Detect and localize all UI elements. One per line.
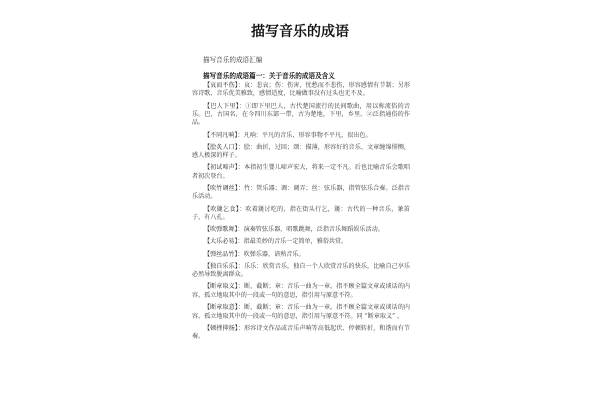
idiom-entry [192, 132, 410, 140]
idiom-term: 【吹篪乞食】 [204, 205, 240, 213]
idiom-definition: ：本指初生婴儿啼声宏大，将来一定不凡。后也比喻音乐会歌唱者初次登台。 [192, 164, 411, 180]
idiom-entry [192, 238, 410, 246]
idiom-term: 【吹弹歌舞】 [204, 226, 238, 234]
idiom-entry [192, 103, 410, 128]
document-title: 描写音乐的成语 [251, 24, 349, 40]
idiom-definition: ：凡响：平凡的音乐，形容事物不平凡，很出色。 [237, 131, 372, 139]
idiom-entry [192, 82, 410, 99]
idiom-entry [192, 325, 410, 342]
idiom-entry [192, 226, 410, 234]
idiom-term: 【哀而不伤】 [204, 82, 238, 89]
idiom-entry [192, 263, 410, 280]
idiom-definition: ：①即下里巴人，古代楚国流行的民间歌曲，用以称流俗的音乐。巴，古国名，在今四川东部一带，古为楚地，下里，乡里。②泛指通俗的作品。 [192, 102, 411, 127]
idiom-list [192, 82, 410, 345]
idiom-term: 【脍炙人口】 [204, 143, 238, 151]
idiom-entry [192, 251, 410, 259]
idiom-entry [192, 164, 410, 181]
idiom-definition: ：竹：管乐器；调：调弄；丝：弦乐器，指管弦乐合奏。泛指音乐活动。 [192, 185, 411, 201]
document-subtitle: 描写音乐的成语汇编 [203, 56, 263, 64]
idiom-definition: ：断，截断；章：音乐一曲为一章。指不顾全篇文章或谈话的内容，孤立地取其中的一段或一句的意思，指引用与原意不符。 [192, 283, 411, 299]
idiom-definition: ：指最美妙的音乐一定简单，雅俗共赏。 [237, 238, 348, 246]
idiom-entry [192, 144, 410, 161]
section-heading: 描写音乐的成语篇一：关于音乐的成语及含义 [203, 72, 335, 80]
idiom-term: 【断章取义】 [204, 283, 238, 291]
idiom-term: 【不同凡响】 [204, 131, 238, 139]
idiom-term: 【独自乐乐】 [204, 262, 238, 270]
idiom-definition: ：吹着篪讨吃的，指在街头行乞，篪：古代的一种音乐，象笛子，有八孔。 [192, 205, 411, 222]
idiom-term: 【巴人下里】 [204, 102, 240, 110]
idiom-definition: ：形容诗文作品或音乐声响等高低起伏、停顿转折，和谐而有节奏。 [192, 324, 411, 341]
idiom-entry [192, 304, 410, 321]
idiom-definition: ：脍：曲折，过回；颂：描薄，形容好的音乐、文章缠绵悱恻，感人极深的样子。 [192, 143, 411, 160]
idiom-definition: ：吹弹乐器，谙熟音乐。 [237, 250, 305, 258]
idiom-definition: ：哀：悲哀；伤：伤害，忧愁而不悲伤，形容感情有节制；另形容诗歌、音乐优美雅致，感情适度，比喻做事没有过头也无不及。 [192, 82, 411, 98]
idiom-term: 【断章取意】 [204, 304, 238, 312]
idiom-term: 【顿挫抑扬】 [204, 324, 238, 332]
idiom-definition: ：乐乐：欣赏音乐，独自一个人欣赏音乐的快乐，比喻自己享乐必然导致脱离群众。 [192, 262, 411, 279]
idiom-term: 【弹丝品竹】 [204, 250, 238, 258]
idiom-term: 【吹竹调丝】 [204, 185, 238, 193]
idiom-entry [192, 283, 410, 300]
idiom-definition: ：演奏管弦乐器，唱歌跳舞，泛指音乐舞蹈娱乐活动。 [237, 226, 384, 234]
idiom-term: 【初试啼声】 [204, 164, 238, 172]
idiom-entry [192, 206, 410, 223]
idiom-term: 【大乐必易】 [204, 238, 238, 246]
idiom-entry [192, 185, 410, 202]
idiom-definition: ：断，截断；章：音乐一曲为一章。指不顾全篇文章或谈话的内容，孤立地取其中的一段或一句的意思，指引用与原意不符。同 “断章取义” 。 [192, 304, 411, 320]
